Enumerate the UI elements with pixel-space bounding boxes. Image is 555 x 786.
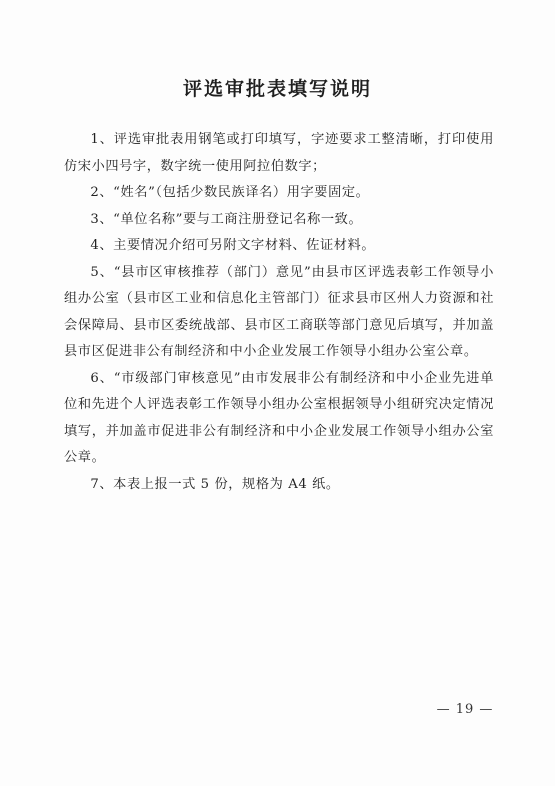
instruction-paragraph-2: 2、“姓名”（包括少数民族译名）用字要固定。	[90, 185, 370, 200]
instruction-paragraph-4: 4、主要情况介绍可另附文字材料、佐证材料。	[90, 238, 376, 253]
instruction-paragraph-7: 7、本表上报一式 5 份，规格为 A4 纸。	[90, 476, 340, 492]
instruction-paragraph-1: 1、评选审批表用钢笔或打印填写，字迹要求工整清晰，打印使用仿宋小四号字，数字统一使用阿拉伯数字；	[64, 132, 494, 174]
document-body	[64, 127, 494, 498]
page-number: — 19 —	[436, 702, 494, 717]
instruction-paragraph-6: 6、“市级部门审核意见”由市发展非公有制经济和中小企业先进单位和先进个人评选表彰工作领导小组办公室根据领导小组研究决定情况填写，并加盖市促进非公有制经济和中小企业发展工作领导小组办公室公章。	[64, 370, 494, 465]
instruction-paragraph-3: 3、“单位名称”要与工商注册登记名称一致。	[90, 211, 363, 227]
instruction-paragraph-5: 5、“县市区审核推荐（部门）意见”由县市区评选表彰工作领导小组办公室（县市区工业和信息化主管部门）征求县市区州人力资源和社会保障局、县市区委统战部、县市区工商联等部门意见后填写，并加盖县市区促进非公有制经济和中小企业发展工作领导小组办公室公章。	[64, 264, 494, 359]
document-title: 评选审批表填写说明	[182, 78, 372, 100]
